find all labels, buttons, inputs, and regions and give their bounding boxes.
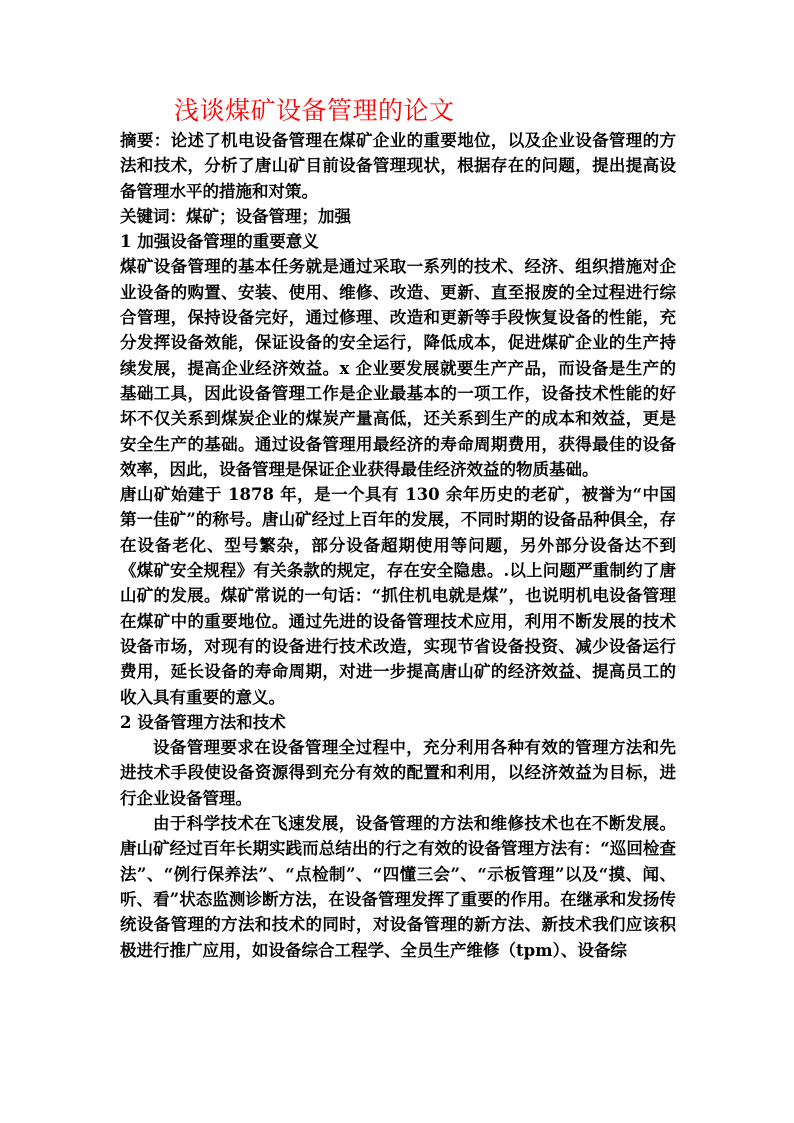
document-page (120, 94, 676, 963)
section-1-paragraph-2: 唐山矿始建于 1878 年，是一个具有 130 余年历史的老矿，被誉为“中国第一佳矿”的称号。唐山矿经过上百年的发展，不同时期的设备品种俱全，存在设备老化、型号繁杂，部分设备超期使用等问题，另外部分设备达不到《煤矿安全规程》有关条款的规定，存在安全隐患。.以上问题严重制约了唐山矿的发展。煤矿常说的一句话：“抓住机电就是煤”，也说明机电设备管理在煤矿中的重要地位。通过先进的设备管理技术应用，利用不断发展的技术设备市场，对现有的设备进行技术改造，实现节省设备投资、减少设备运行费用，延长设备的寿命周期，对进一步提高唐山矿的经济效益、提高员工的收入具有重要的意义。 (120, 485, 676, 707)
document-title: 浅谈煤矿设备管理的论文 (174, 96, 455, 125)
section-2-paragraph-2: 由于科学技术在飞速发展，设备管理的方法和维修技术也在不断发展。唐山矿经过百年长期实践而总结出的行之有效的设备管理方法有：“巡回检查法”、“例行保养法”、“点检制”、“四懂三会”、“示板管理”以及“摸、闻、听、看”状态监测诊断方法，在设备管理发挥了重要的作用。在继承和发扬传统设备管理的方法和技术的同时，对设备管理的新方法、新技术我们应该积极进行推广应用，如设备综合工程学、全员生产维修（tpm）、设备综 (120, 814, 676, 960)
section-2-paragraph-1: 设备管理要求在设备管理全过程中，充分利用各种有效的管理方法和先进技术手段使设备资源得到充分有效的配置和利用，以经济效益为目标，进行企业设备管理。 (120, 738, 676, 808)
section-2-heading: 2 设备管理方法和技术 (120, 712, 286, 732)
keywords-line: 关键词：煤矿；设备管理；加强 (120, 206, 351, 226)
section-1-heading: 1 加强设备管理的重要意义 (120, 232, 319, 252)
section-1-paragraph-1: 煤矿设备管理的基本任务就是通过采取一系列的技术、经济、组织措施对企业设备的购置、安装、使用、维修、改造、更新、直至报废的全过程进行综合管理，保持设备完好，通过修理、改造和更新等手段恢复设备的性能，充分发挥设备效能，保证设备的安全运行，降低成本，促进煤矿企业的生产持续发展，提高企业经济效益。x 企业要发展就要生产产品，而设备是生产的基础工具，因此设备管理工作是企业最基本的一项工作，设备技术性能的好坏不仅关系到煤炭企业的煤炭产量高低，还关系到生产的成本和效益，更是安全生产的基础。通过设备管理用最经济的寿命周期费用，获得最佳的设备效率，因此，设备管理是保证企业获得最佳经济效益的物质基础。 (120, 257, 676, 479)
abstract-paragraph: 摘要：论述了机电设备管理在煤矿企业的重要地位，以及企业设备管理的方法和技术，分析了唐山矿目前设备管理现状，根据存在的问题，提出提高设备管理水平的措施和对策。 (120, 131, 676, 201)
